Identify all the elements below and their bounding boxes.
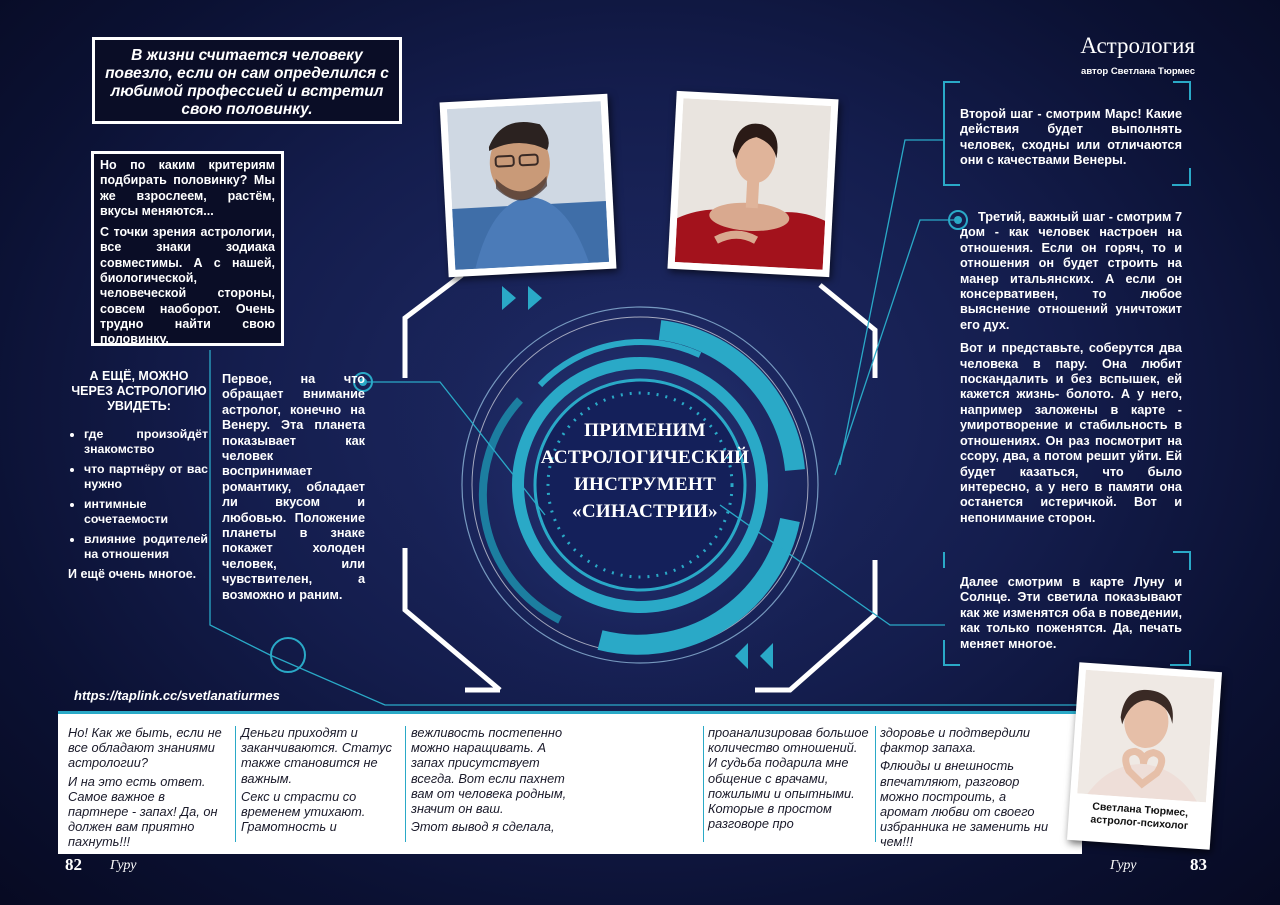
moon-sun-text: Далее смотрим в карте Луну и Солнце. Эти светила показывают как же изменятся оба в поведении, как только поженятся. Да, печать меняет многое. [960, 575, 1182, 651]
list-item: • интимные сочетаемости [84, 497, 208, 527]
author-photo [1067, 662, 1222, 850]
man-photo [440, 94, 617, 278]
woman-photo [667, 91, 838, 277]
bottom-panel [58, 711, 1082, 854]
center-title-line: ИНСТРУМЕНТ [573, 474, 717, 495]
taplink-link[interactable]: https://taplink.cc/svetlanatiurmes [74, 688, 280, 703]
bottom-paragraph: Этот вывод я сделала, [411, 819, 555, 835]
bottom-paragraph: Но! Как же быть, если не все обладают знаниями астрологии? [68, 725, 222, 771]
bottom-paragraph: проанализировав большое количество отношений. И судьба подарила мне общение с врачами, пожилыми и опытными. Которые в простом разговоре про [708, 725, 869, 832]
list-item: • где произойдёт знакомство [84, 427, 208, 457]
page-number-right: 83 [1190, 855, 1207, 874]
bottom-paragraph: вежливость постепенно можно наращивать. А запах присутствует всегда. Вот если пахнет вам от человека родным, значит он ваш. [411, 725, 567, 817]
magazine-name-left: Гуру [110, 858, 137, 873]
list [70, 427, 208, 562]
center-title-line: ПРИМЕНИМ [584, 420, 706, 441]
bottom-paragraph: И на это есть ответ. Самое важное в партнере - запах! Да, он должен вам приятно пахнуть!!! [68, 773, 218, 850]
page-number-left: 82 [65, 855, 82, 874]
list-block [70, 369, 208, 581]
list-heading: А ЕЩЁ, МОЖНО ЧЕРЕЗ АСТРОЛОГИЮ УВИДЕТЬ: [71, 369, 207, 413]
bottom-col-2 [241, 725, 399, 837]
house7-paragraph-1: Третий, важный шаг - смотрим 7 дом - как человек настроен на отношения. Если он горяч, то и отношения он будет строить на манер итальянских. А если он консервативен, то любое выяснение отношений уничтожит его дух. [960, 210, 1182, 332]
list-item: • что партнёру от вас нужно [84, 462, 208, 492]
center-title [540, 417, 750, 525]
bottom-paragraph: здоровье и подтвердили фактор запаха. [880, 725, 1031, 756]
left-text-box [91, 151, 284, 346]
magazine-name-right: Гуру [1110, 858, 1137, 873]
woman-image [675, 98, 831, 270]
author-caption: Светлана Тюрмес, астролог-психолог [1090, 800, 1189, 833]
intro-quote: В жизни считается человеку повезло, если он сам определился с любимой профессией и встретил свою половинку. [92, 37, 402, 124]
man-image [447, 101, 609, 270]
bottom-col-1 [68, 725, 228, 853]
bottom-col-4 [708, 725, 870, 834]
bottom-col-5 [880, 725, 1055, 853]
left-paragraph-1: Но по каким критериям подбирать половинку? Мы же взрослеем, растём, вкусы меняются... [100, 158, 275, 218]
author-image [1077, 670, 1214, 803]
left-paragraph-2: С точки зрения астрологии, все знаки зодиака совместимы. А с нашей, биологической, человеческой стороны, совсем наоборот. Очень трудно найти свою половинку. [100, 225, 275, 347]
mars-text: Второй шаг - смотрим Марс! Какие действия будет выполнять человек, сходны или отличаются они с качествами Венеры. [960, 107, 1182, 168]
list-footer: И ещё очень многое. [68, 567, 197, 581]
center-title-line: АСТРОЛОГИЧЕСКИЙ [540, 447, 750, 468]
venus-text: Первое, на что обращает внимание астролог, конечно на Венеру. Эта планета показывает как человек воспринимает романтику, обладает ли вкусом и любовью. Положение планеты в знаке покажет холоден человек, или чувствителен, а возможно и раним. [222, 372, 365, 602]
list-item: • влияние родителей на отношения [84, 532, 208, 562]
section-title: Астрология [1080, 33, 1195, 58]
house7-paragraph-2: Вот и представьте, соберутся два человека в пару. Она любит поскандалить и без вспышек, ей кажется жизнь- болото. А у него, например заложены в карте - умиротворение и стабильность в отношениях. Он раз посмотрит на ссору, два, а потом решит уйти. Ей будет казаться, что было интересно, а у него в памяти она останется истеричкой. Вот и непонимание сторон. [960, 341, 1182, 525]
bottom-paragraph: Секс и страсти со временем утихают. Грамотность и [241, 788, 366, 835]
bottom-col-3 [411, 725, 581, 837]
center-title-line: «СИНАСТРИИ» [572, 501, 718, 522]
bottom-paragraph: Деньги приходят и заканчиваются. Статус также становится не важным. [241, 725, 392, 786]
house7-text [960, 210, 1182, 526]
author-line: автор Светлана Тюрмес [1081, 66, 1195, 77]
bottom-paragraph: Флюиды и внешность впечатляют, разговор можно построить, а аромат любви от своего избранника не заменить ни чем!!! [880, 758, 1049, 850]
